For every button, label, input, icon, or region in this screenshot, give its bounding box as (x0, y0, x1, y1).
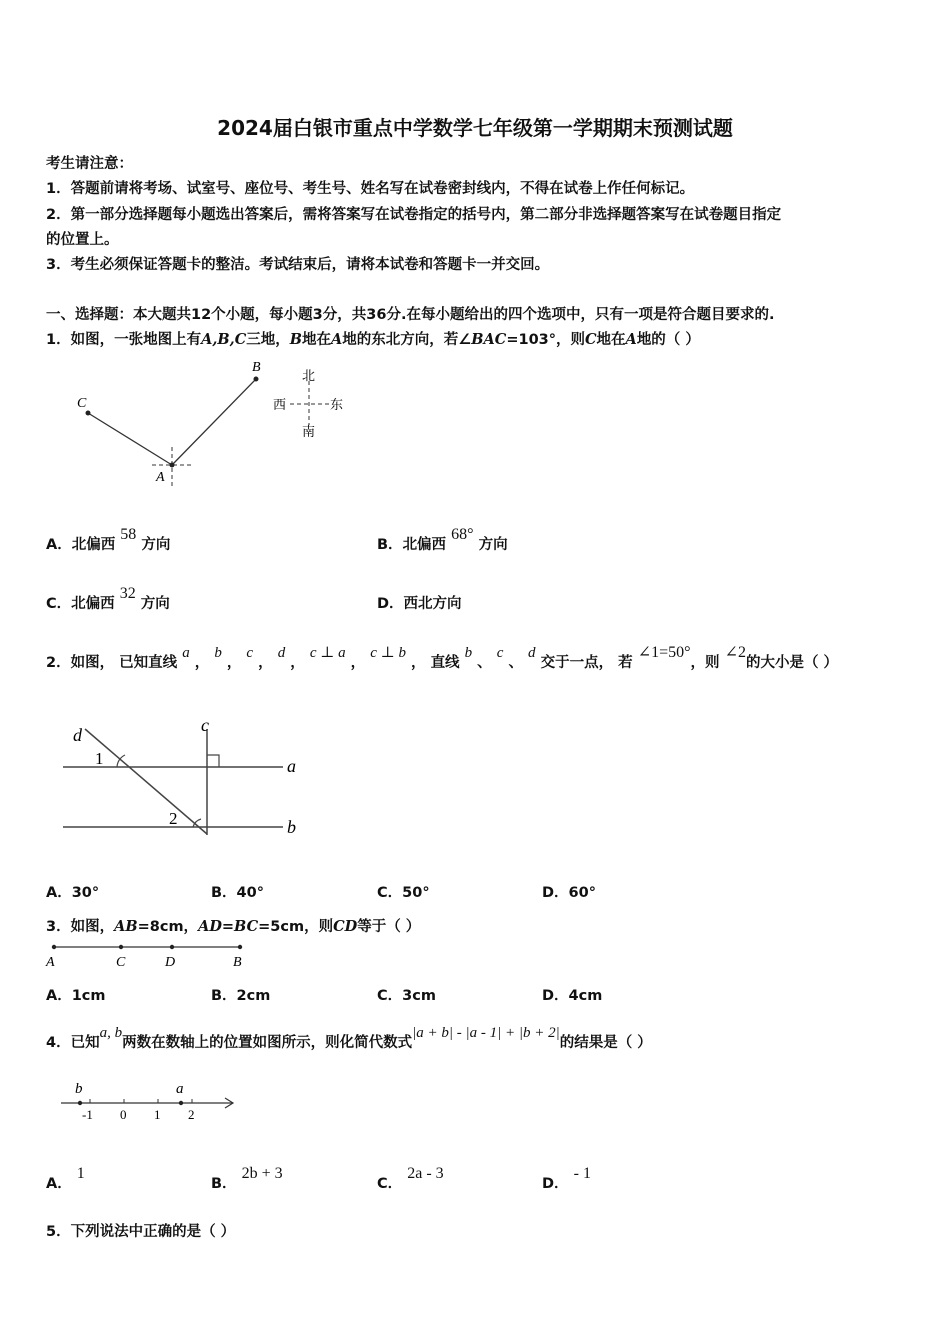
q3-option-c[interactable]: C．3cm (377, 988, 436, 1004)
q4-label-b: b (75, 1081, 83, 1097)
q1-compass-south: 南 (302, 424, 316, 439)
q4-tick-label: 2 (188, 1107, 195, 1122)
q3-option-d[interactable]: D．4cm (542, 988, 603, 1004)
q2-option-c[interactable]: C．50° (377, 885, 430, 901)
q1-compass-east: 东 (330, 397, 344, 412)
q4-number-line (55, 1076, 245, 1126)
q3-figure (40, 938, 260, 972)
q1-point-c: C (585, 331, 597, 348)
q4-option-b[interactable]: B． 2b + 3 (211, 1165, 283, 1192)
q1-compass-north: 北 (302, 368, 316, 383)
q1-angle: BAC (471, 331, 507, 348)
q2-angle-2: ∠2 (724, 644, 746, 661)
notice-heading: 考生请注意： (46, 156, 133, 172)
question-1-stem (46, 328, 700, 349)
q1-option-c[interactable]: C．北偏西 32 方向 (46, 585, 170, 612)
q1-point-b: B (289, 331, 303, 348)
q1-label-b: B (252, 360, 261, 375)
q2-line-d: d (277, 645, 286, 661)
q2-label-a: a (287, 756, 296, 776)
q3-option-a[interactable]: A．1cm (46, 988, 106, 1004)
q1-text: 地在 (302, 332, 332, 348)
q1-text: 三地， (246, 332, 290, 348)
q1-option-b[interactable]: B．北偏西 68° 方向 (377, 526, 508, 553)
question-2-stem: 2．如图， 已知直线 a ， b ， c ， d ， c ⊥ a ， c ⊥ b ， 直线 b 、 c 、 d 交于一点， 若 ∠1=50°，则 ∠2的大小是（ ） (46, 644, 839, 671)
q4-tick-label: 0 (120, 1107, 127, 1122)
q2-perp-cb: c ⊥ b (370, 645, 406, 661)
q1-points: A,B,C (201, 331, 247, 348)
notice-item: 3．考生必须保证答题卡的整洁。考试结束后，请将本试卷和答题卡一并交回。 (46, 257, 550, 273)
q1-text: 地的（ ） (636, 332, 700, 348)
question-4-stem: 4．已知a, b两数在数轴上的位置如图所示，则化简代数式|a + b| - |a - 1| + |b + 2|的结果是（ ） (46, 1025, 652, 1051)
q2-option-a[interactable]: A．30° (46, 885, 100, 901)
question-5-stem: 5．下列说法中正确的是（ ） (46, 1224, 236, 1240)
q2-label-2: 2 (169, 809, 178, 828)
q2-perp-ca: c ⊥ a (309, 645, 346, 661)
q3-label-c: C (116, 955, 126, 970)
q2-line-b: b (214, 645, 222, 661)
section-heading: 一、选择题：本大题共12个小题，每小题3分，共36分.在每小题给出的四个选项中，只有一项是符合题目要求的. (46, 307, 775, 323)
q1-label-a: A (156, 470, 165, 485)
notice-item: 1．答题前请将考场、试室号、座位号、考生号、姓名写在试卷密封线内，不得在试卷上作任何标记。 (46, 181, 695, 197)
q3-label-d: D (165, 955, 176, 970)
q1-option-a[interactable]: A．北偏西 58 方向 (46, 526, 171, 553)
q2-line-a: a (182, 645, 190, 661)
q4-option-d[interactable]: D． - 1 (542, 1165, 591, 1192)
q1-point-a: A (331, 331, 343, 348)
notice-item: 的位置上。 (46, 232, 119, 248)
q1-figure (60, 355, 360, 495)
q2-label-d: d (73, 725, 82, 745)
q3-label-b: B (233, 955, 242, 970)
q1-compass-west: 西 (273, 397, 287, 412)
q4-option-c[interactable]: C． 2a - 3 (377, 1165, 444, 1192)
q4-tick-label: 1 (154, 1107, 161, 1122)
q4-option-a[interactable]: A． 1 (46, 1165, 85, 1192)
q2-option-d[interactable]: D．60° (542, 885, 596, 901)
q2-option-b[interactable]: B．40° (211, 885, 264, 901)
q2-label-c: c (201, 715, 209, 735)
q2-angle-1: ∠1=50° (637, 644, 691, 661)
q3-option-b[interactable]: B．2cm (211, 988, 271, 1004)
q4-label-a: a (176, 1081, 184, 1097)
q2-label-b: b (287, 817, 296, 837)
q4-expression: |a + b| - |a - 1| + |b + 2| (412, 1025, 560, 1041)
page-title: 2024届白银市重点中学数学七年级第一学期期末预测试题 (217, 116, 733, 140)
q1-text: 地在 (596, 332, 626, 348)
notice-item: 2．第一部分选择题每小题选出答案后，需将答案写在试卷指定的括号内，第二部分非选择题答案写在试卷题目指定 (46, 207, 782, 223)
q1-option-d[interactable]: D．西北方向 (377, 596, 462, 612)
question-3-stem: 3．如图，AB=8cm，AD=BC=5cm，则CD等于（ ） (46, 918, 421, 935)
q1-label-c: C (77, 396, 87, 411)
q4-tick-label: -1 (82, 1107, 93, 1122)
q1-text: 1．如图，一张地图上有 (46, 332, 202, 348)
q2-label-1: 1 (95, 749, 104, 768)
q3-label-a: A (46, 955, 55, 970)
q2-line-c: c (246, 645, 254, 661)
q1-text: =103°，则 (506, 332, 585, 348)
q1-point-a: A (625, 331, 637, 348)
q2-figure (55, 715, 315, 845)
q1-text: 地的东北方向，若∠ (342, 332, 472, 348)
